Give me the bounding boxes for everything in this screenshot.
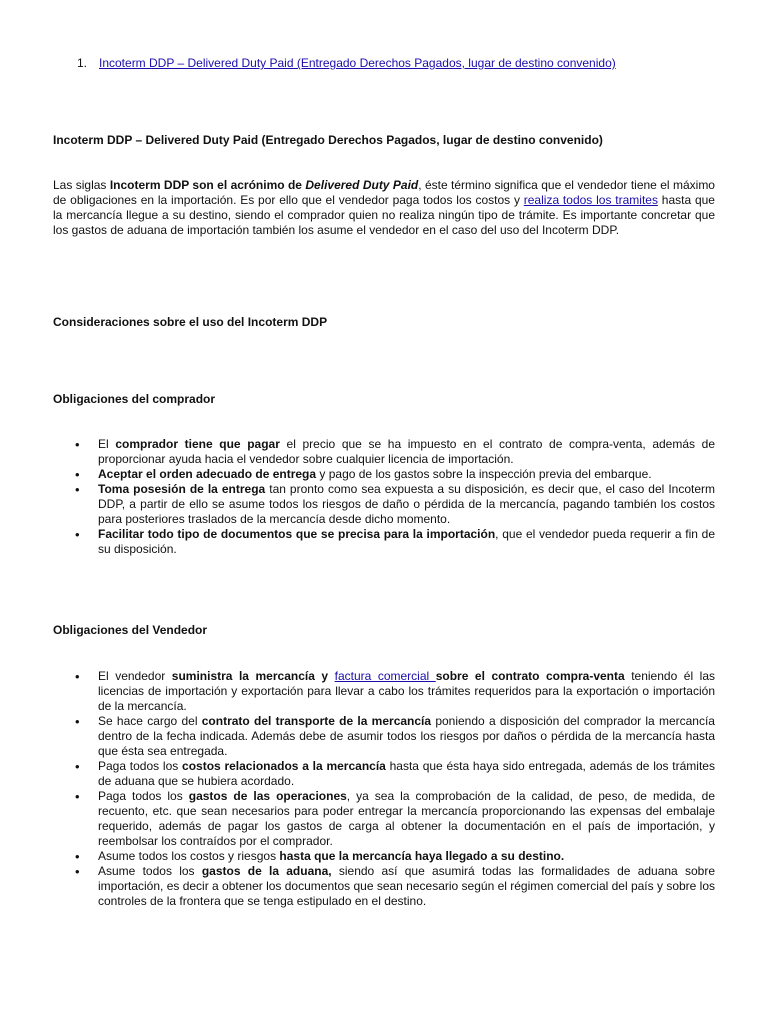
heading-seller-obligations: Obligaciones del Vendedor	[53, 623, 208, 637]
list-item: • Paga todos los gastos de las operaciones, ya sea la comprobación de la calidad, de peso, de medida, de recuento, etc. que sean necesarios para poder entregar la mercancía proporcionando las expensas del embalaje requerido, además de pagar los gastos de carga al obtener la documentación en el país de importación, y reembolsar los contraídos por el comprador.	[53, 789, 715, 849]
list-item: • El vendedor suministra la mercancía y factura comercial sobre el contrato compra-venta teniendo él las licencias de importación y exportación para llevar a cabo los trámites requeridos para la exportación o importación de la mercancía.	[53, 669, 715, 714]
list-item: • Aceptar el orden adecuado de entrega y pago de los gastos sobre la inspección previa del embarque.	[53, 467, 715, 482]
list-item: • Facilitar todo tipo de documentos que se precisa para la importación, que el vendedor pueda requerir a fin de su disposición.	[53, 527, 715, 557]
toc-link[interactable]: Incoterm DDP – Delivered Duty Paid (Entregado Derechos Pagados, lugar de destino convenido)	[99, 56, 616, 70]
seller-obligations-list	[53, 669, 715, 909]
intro-paragraph: Las siglas Incoterm DDP son el acrónimo de Delivered Duty Paid, éste término significa que el vendedor tiene el máximo de obligaciones en la importación. Es por ello que el vendedor paga todos los costos y realiza todos los tramites hasta que la mercancía llegue a su destino, siendo el comprador quien no realiza ningún tipo de trámite. Es importante concretar que los gastos de aduana de importación también los asume el vendedor en el caso del uso del Incoterm DDP.	[53, 178, 715, 237]
heading-buyer-obligations: Obligaciones del comprador	[53, 392, 216, 406]
section-heading-main: Incoterm DDP – Delivered Duty Paid (Entregado Derechos Pagados, lugar de destino convenido)	[53, 133, 603, 147]
list-item: • Toma posesión de la entrega tan pronto como sea expuesta a su disposición, es decir que, el caso del Incoterm DDP, a partir de ello se asume todos los riesgos de daño o pérdida de la mercancía, pagando también los costos para posteriores traslados de la mercancía desde dicho momento.	[53, 482, 715, 527]
list-item: • Se hace cargo del contrato del transporte de la mercancía poniendo a disposición del comprador la mercancía dentro de la fecha indicada. Además debe de asumir todos los riesgos por daños o pérdida de la mercancía hasta que ésta sea entregada.	[53, 714, 715, 759]
list-item: • El comprador tiene que pagar el precio que se ha impuesto en el contrato de compra-venta, además de proporcionar ayuda hacia el vendedor sobre cualquier licencia de importación.	[53, 437, 715, 467]
buyer-obligations-list	[53, 437, 715, 557]
list-item: • Asume todos los gastos de la aduana, siendo así que asumirá todas las formalidades de aduana sobre importación, es decir a obtener los documentos que sean necesario según el régimen comercial del país y sobre los controles de la frontera que se tenga estipulado en el destino.	[53, 864, 715, 909]
intro-link[interactable]: realiza todos los tramites	[523, 193, 658, 207]
list-item: • Paga todos los costos relacionados a la mercancía hasta que ésta haya sido entregada, además de los trámites de aduana que se hubiera acordado.	[53, 759, 715, 789]
table-of-contents	[77, 56, 616, 71]
list-item: • Asume todos los costos y riesgos hasta que la mercancía haya llegado a su destino.	[53, 849, 715, 864]
heading-considerations: Consideraciones sobre el uso del Incoterm DDP	[53, 315, 328, 329]
invoice-link[interactable]: factura comercial	[334, 669, 436, 683]
toc-number: 1.	[77, 56, 88, 70]
